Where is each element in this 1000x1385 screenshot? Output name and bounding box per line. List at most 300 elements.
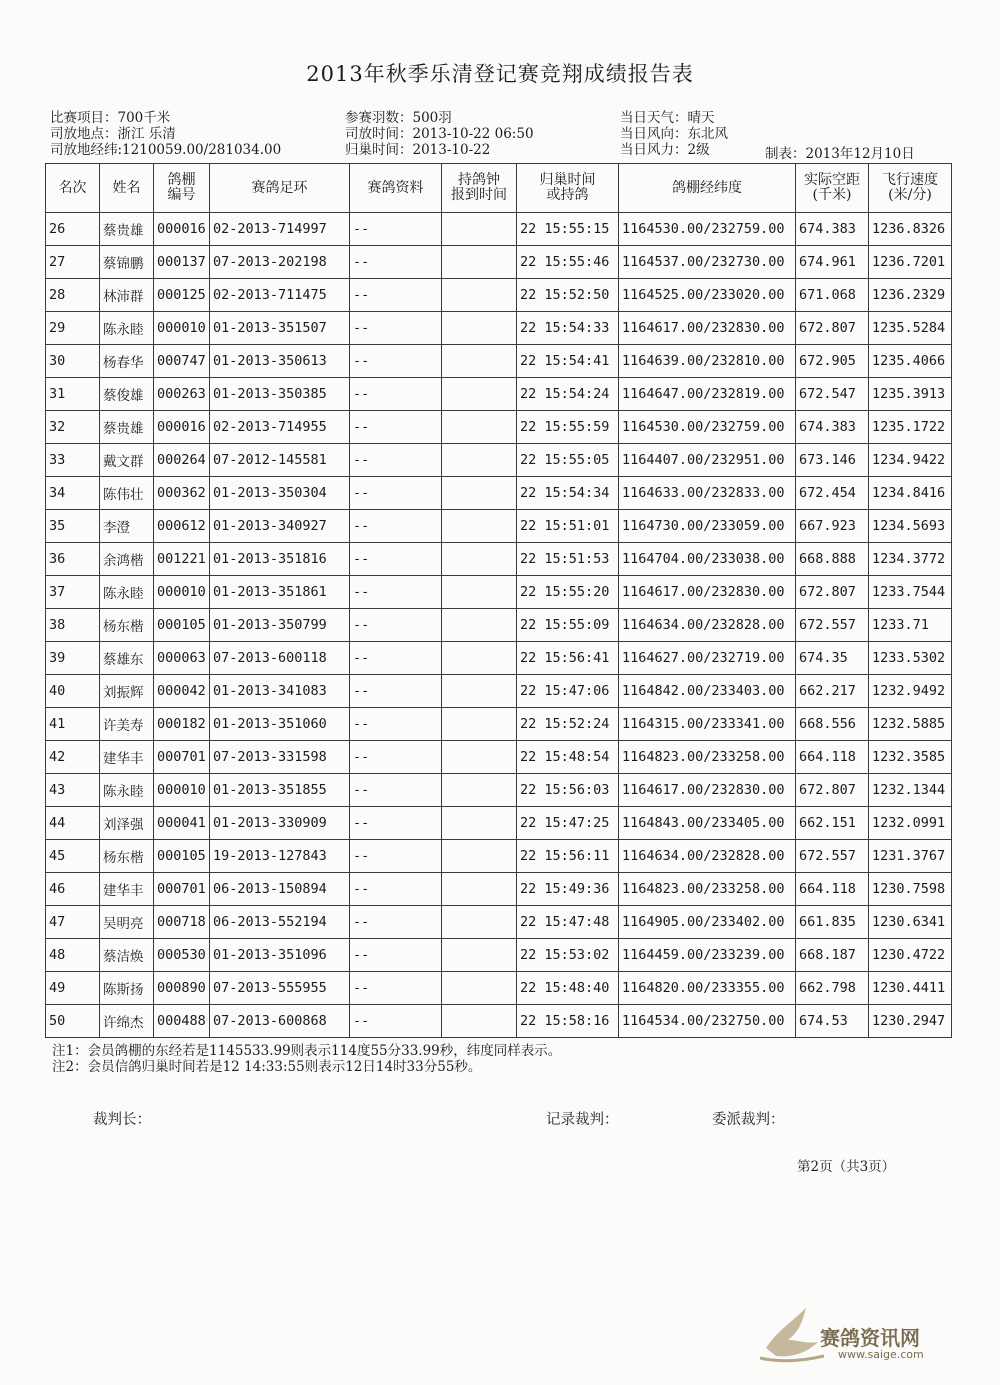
cell-speed: 1236.7201 (869, 246, 952, 279)
cell-dist: 672.557 (796, 609, 869, 642)
cell-coord: 1164704.00/233038.00 (619, 543, 796, 576)
cell-name: 建华丰 (100, 873, 154, 906)
cell-speed: 1234.8416 (869, 477, 952, 510)
cell-clock (442, 312, 517, 345)
cell-name: 杨春华 (100, 345, 154, 378)
cell-dist: 672.547 (796, 378, 869, 411)
cell-clock (442, 609, 517, 642)
cell-info: -- (350, 906, 442, 939)
cell-coord: 1164647.00/232819.00 (619, 378, 796, 411)
cell-dist: 672.557 (796, 840, 869, 873)
cell-ret: 22 15:52:50 (517, 279, 619, 312)
cell-dist: 672.454 (796, 477, 869, 510)
made-date: 制表：2013年12月10日 (765, 146, 915, 162)
cell-info: -- (350, 378, 442, 411)
cell-speed: 1230.4411 (869, 972, 952, 1005)
cell-ret: 22 15:54:33 (517, 312, 619, 345)
col-distance: 实际空距 (千米) (796, 164, 869, 213)
cell-name: 蔡贵雄 (100, 411, 154, 444)
chief-referee-label: 裁判长： (93, 1112, 151, 1128)
cell-clock (442, 345, 517, 378)
cell-ret: 22 15:48:40 (517, 972, 619, 1005)
cell-info: -- (350, 246, 442, 279)
cell-speed: 1232.9492 (869, 675, 952, 708)
cell-name: 李澄 (100, 510, 154, 543)
return-time: 归巢时间：2013-10-22 (345, 142, 491, 158)
cell-info: -- (350, 477, 442, 510)
col-clock: 持鸽钟 报到时间 (442, 164, 517, 213)
release-place: 司放地点：浙江 乐清 (50, 126, 176, 142)
cell-dist: 672.807 (796, 312, 869, 345)
table-row (46, 906, 952, 939)
cell-ret: 22 15:56:11 (517, 840, 619, 873)
cell-rank: 31 (46, 378, 100, 411)
cell-loft: 000701 (154, 741, 210, 774)
col-info: 赛鸽资料 (350, 164, 442, 213)
cell-clock (442, 807, 517, 840)
cell-speed: 1230.4722 (869, 939, 952, 972)
cell-speed: 1235.3913 (869, 378, 952, 411)
table-row (46, 609, 952, 642)
cell-clock (442, 411, 517, 444)
col-ring: 赛鸽足环 (210, 164, 350, 213)
col-rank: 名次 (46, 164, 100, 213)
table-row (46, 246, 952, 279)
pigeon-logo-icon (758, 1300, 828, 1370)
cell-loft: 000182 (154, 708, 210, 741)
cell-dist: 674.383 (796, 411, 869, 444)
cell-speed: 1232.3585 (869, 741, 952, 774)
cell-info: -- (350, 642, 442, 675)
table-row (46, 675, 952, 708)
cell-speed: 1232.1344 (869, 774, 952, 807)
cell-info: -- (350, 840, 442, 873)
cell-info: -- (350, 1005, 442, 1038)
cell-clock (442, 675, 517, 708)
cell-clock (442, 477, 517, 510)
cell-ret: 22 15:47:48 (517, 906, 619, 939)
cell-speed: 1232.5885 (869, 708, 952, 741)
table-row (46, 939, 952, 972)
cell-ring: 02-2013-711475 (210, 279, 350, 312)
cell-ring: 06-2013-552194 (210, 906, 350, 939)
cell-rank: 27 (46, 246, 100, 279)
cell-rank: 36 (46, 543, 100, 576)
cell-ret: 22 15:55:09 (517, 609, 619, 642)
cell-loft: 000063 (154, 642, 210, 675)
cell-clock (442, 444, 517, 477)
release-time: 司放时间：2013-10-22 06:50 (345, 126, 534, 142)
cell-loft: 000747 (154, 345, 210, 378)
delegate-label: 委派裁判： (712, 1112, 785, 1128)
cell-dist: 668.187 (796, 939, 869, 972)
cell-dist: 668.556 (796, 708, 869, 741)
cell-clock (442, 774, 517, 807)
cell-coord: 1164530.00/232759.00 (619, 213, 796, 246)
cell-rank: 26 (46, 213, 100, 246)
cell-rank: 50 (46, 1005, 100, 1038)
cell-coord: 1164634.00/232828.00 (619, 609, 796, 642)
col-speed: 飞行速度 (米/分) (869, 164, 952, 213)
table-row (46, 543, 952, 576)
note-2: 注2：会员信鸽归巢时间若是12 14:33:55则表示12日14时33分55秒。 (52, 1059, 482, 1075)
cell-speed: 1236.8326 (869, 213, 952, 246)
cell-clock (442, 972, 517, 1005)
cell-coord: 1164459.00/233239.00 (619, 939, 796, 972)
cell-info: -- (350, 345, 442, 378)
cell-speed: 1231.3767 (869, 840, 952, 873)
cell-clock (442, 576, 517, 609)
cell-ring: 02-2013-714955 (210, 411, 350, 444)
cell-ring: 07-2012-145581 (210, 444, 350, 477)
cell-dist: 667.923 (796, 510, 869, 543)
cell-rank: 44 (46, 807, 100, 840)
cell-coord: 1164530.00/232759.00 (619, 411, 796, 444)
cell-dist: 672.905 (796, 345, 869, 378)
cell-ring: 02-2013-714997 (210, 213, 350, 246)
cell-info: -- (350, 444, 442, 477)
cell-coord: 1164730.00/233059.00 (619, 510, 796, 543)
watermark-url: www.saige.com (838, 1348, 924, 1361)
cell-speed: 1236.2329 (869, 279, 952, 312)
cell-name: 刘振辉 (100, 675, 154, 708)
cell-ret: 22 15:53:02 (517, 939, 619, 972)
cell-ring: 07-2013-331598 (210, 741, 350, 774)
cell-info: -- (350, 279, 442, 312)
cell-info: -- (350, 807, 442, 840)
cell-ring: 01-2013-351060 (210, 708, 350, 741)
table-row (46, 345, 952, 378)
cell-dist: 672.807 (796, 774, 869, 807)
cell-name: 余鸿楷 (100, 543, 154, 576)
cell-loft: 000612 (154, 510, 210, 543)
weather: 当日天气：晴天 (620, 110, 715, 126)
meta-middle (345, 110, 534, 158)
cell-loft: 000010 (154, 576, 210, 609)
cell-clock (442, 840, 517, 873)
cell-loft: 000010 (154, 312, 210, 345)
header-row (46, 164, 952, 213)
entries-count: 参赛羽数：500羽 (345, 110, 452, 126)
cell-speed: 1234.5693 (869, 510, 952, 543)
cell-clock (442, 906, 517, 939)
cell-rank: 32 (46, 411, 100, 444)
cell-rank: 30 (46, 345, 100, 378)
cell-ring: 01-2013-350613 (210, 345, 350, 378)
cell-ring: 01-2013-350799 (210, 609, 350, 642)
cell-ring: 01-2013-351507 (210, 312, 350, 345)
cell-ret: 22 15:55:15 (517, 213, 619, 246)
cell-name: 杨东楷 (100, 609, 154, 642)
cell-name: 蔡锦鹏 (100, 246, 154, 279)
cell-ring: 01-2013-351861 (210, 576, 350, 609)
cell-dist: 668.888 (796, 543, 869, 576)
cell-ring: 01-2013-350304 (210, 477, 350, 510)
wind-power: 当日风力：2级 (620, 142, 710, 158)
cell-name: 杨东楷 (100, 840, 154, 873)
cell-speed: 1230.6341 (869, 906, 952, 939)
cell-coord: 1164534.00/232750.00 (619, 1005, 796, 1038)
cell-info: -- (350, 972, 442, 1005)
cell-speed: 1234.9422 (869, 444, 952, 477)
cell-coord: 1164617.00/232830.00 (619, 576, 796, 609)
cell-loft: 001221 (154, 543, 210, 576)
cell-speed: 1235.4066 (869, 345, 952, 378)
cell-ret: 22 15:56:03 (517, 774, 619, 807)
cell-ring: 01-2013-340927 (210, 510, 350, 543)
cell-rank: 41 (46, 708, 100, 741)
watermark-name: 赛鸽资讯网 (820, 1326, 920, 1350)
cell-rank: 28 (46, 279, 100, 312)
table-row (46, 642, 952, 675)
table-row (46, 576, 952, 609)
cell-rank: 40 (46, 675, 100, 708)
cell-ret: 22 15:55:20 (517, 576, 619, 609)
cell-name: 吴明亮 (100, 906, 154, 939)
cell-rank: 35 (46, 510, 100, 543)
cell-loft: 000488 (154, 1005, 210, 1038)
cell-rank: 29 (46, 312, 100, 345)
cell-info: -- (350, 510, 442, 543)
meta-left (50, 110, 281, 158)
cell-dist: 674.383 (796, 213, 869, 246)
table-row (46, 444, 952, 477)
cell-loft: 000041 (154, 807, 210, 840)
cell-ring: 07-2013-555955 (210, 972, 350, 1005)
cell-ret: 22 15:58:16 (517, 1005, 619, 1038)
cell-info: -- (350, 939, 442, 972)
cell-loft: 000264 (154, 444, 210, 477)
cell-speed: 1230.7598 (869, 873, 952, 906)
table-row (46, 279, 952, 312)
report-title: 2013年秋季乐清登记赛竞翔成绩报告表 (306, 62, 694, 86)
cell-name: 陈伟壮 (100, 477, 154, 510)
cell-ring: 01-2013-351096 (210, 939, 350, 972)
cell-speed: 1234.3772 (869, 543, 952, 576)
cell-loft: 000137 (154, 246, 210, 279)
cell-dist: 664.118 (796, 873, 869, 906)
cell-loft: 000530 (154, 939, 210, 972)
cell-coord: 1164627.00/232719.00 (619, 642, 796, 675)
cell-ret: 22 15:55:59 (517, 411, 619, 444)
cell-info: -- (350, 873, 442, 906)
cell-coord: 1164905.00/233402.00 (619, 906, 796, 939)
cell-ring: 01-2013-351816 (210, 543, 350, 576)
cell-name: 许绵杰 (100, 1005, 154, 1038)
cell-name: 陈永睦 (100, 312, 154, 345)
cell-loft: 000701 (154, 873, 210, 906)
cell-rank: 48 (46, 939, 100, 972)
cell-speed: 1235.5284 (869, 312, 952, 345)
cell-rank: 34 (46, 477, 100, 510)
cell-coord: 1164843.00/233405.00 (619, 807, 796, 840)
cell-rank: 47 (46, 906, 100, 939)
cell-ring: 07-2013-600868 (210, 1005, 350, 1038)
cell-rank: 46 (46, 873, 100, 906)
table-row (46, 213, 952, 246)
col-loft: 鸽棚 编号 (154, 164, 210, 213)
cell-loft: 000016 (154, 213, 210, 246)
cell-info: -- (350, 411, 442, 444)
cell-loft: 000105 (154, 609, 210, 642)
cell-clock (442, 213, 517, 246)
table-row (46, 477, 952, 510)
cell-name: 许美寿 (100, 708, 154, 741)
cell-rank: 42 (46, 741, 100, 774)
cell-ret: 22 15:51:53 (517, 543, 619, 576)
cell-loft: 000016 (154, 411, 210, 444)
cell-clock (442, 378, 517, 411)
notes (52, 1043, 561, 1075)
cell-dist: 672.807 (796, 576, 869, 609)
watermark-logo (758, 1300, 958, 1370)
cell-info: -- (350, 543, 442, 576)
cell-coord: 1164407.00/232951.00 (619, 444, 796, 477)
cell-info: -- (350, 312, 442, 345)
cell-loft: 000890 (154, 972, 210, 1005)
cell-clock (442, 642, 517, 675)
cell-ret: 22 15:56:41 (517, 642, 619, 675)
cell-info: -- (350, 213, 442, 246)
cell-info: -- (350, 741, 442, 774)
table-row (46, 708, 952, 741)
cell-dist: 674.53 (796, 1005, 869, 1038)
cell-name: 蔡雄东 (100, 642, 154, 675)
cell-coord: 1164842.00/233403.00 (619, 675, 796, 708)
meta-right (620, 110, 728, 158)
cell-ring: 01-2013-350385 (210, 378, 350, 411)
cell-ret: 22 15:47:25 (517, 807, 619, 840)
cell-loft: 000125 (154, 279, 210, 312)
cell-coord: 1164617.00/232830.00 (619, 312, 796, 345)
cell-dist: 671.068 (796, 279, 869, 312)
cell-coord: 1164617.00/232830.00 (619, 774, 796, 807)
cell-name: 蔡洁焕 (100, 939, 154, 972)
cell-clock (442, 543, 517, 576)
cell-ret: 22 15:52:24 (517, 708, 619, 741)
cell-name: 建华丰 (100, 741, 154, 774)
cell-dist: 674.35 (796, 642, 869, 675)
table-row (46, 873, 952, 906)
cell-coord: 1164537.00/232730.00 (619, 246, 796, 279)
cell-rank: 33 (46, 444, 100, 477)
cell-ring: 19-2013-127843 (210, 840, 350, 873)
cell-dist: 661.835 (796, 906, 869, 939)
cell-dist: 673.146 (796, 444, 869, 477)
cell-speed: 1232.0991 (869, 807, 952, 840)
cell-ring: 07-2013-600118 (210, 642, 350, 675)
cell-coord: 1164639.00/232810.00 (619, 345, 796, 378)
cell-speed: 1233.5302 (869, 642, 952, 675)
wind-direction: 当日风向：东北风 (620, 126, 728, 142)
results-table (45, 163, 952, 1038)
cell-rank: 45 (46, 840, 100, 873)
cell-name: 陈永睦 (100, 576, 154, 609)
cell-coord: 1164315.00/233341.00 (619, 708, 796, 741)
cell-coord: 1164823.00/233258.00 (619, 741, 796, 774)
cell-dist: 662.151 (796, 807, 869, 840)
cell-name: 刘泽强 (100, 807, 154, 840)
cell-speed: 1233.7544 (869, 576, 952, 609)
cell-clock (442, 708, 517, 741)
cell-clock (442, 510, 517, 543)
cell-info: -- (350, 675, 442, 708)
cell-info: -- (350, 708, 442, 741)
cell-coord: 1164525.00/233020.00 (619, 279, 796, 312)
cell-clock (442, 246, 517, 279)
cell-dist: 662.798 (796, 972, 869, 1005)
cell-coord: 1164823.00/233258.00 (619, 873, 796, 906)
table-row (46, 510, 952, 543)
cell-name: 戴文群 (100, 444, 154, 477)
cell-clock (442, 741, 517, 774)
cell-name: 蔡俊雄 (100, 378, 154, 411)
cell-ret: 22 15:54:34 (517, 477, 619, 510)
col-coord: 鸽棚经纬度 (619, 164, 796, 213)
table-row (46, 972, 952, 1005)
cell-clock (442, 1005, 517, 1038)
cell-loft: 000362 (154, 477, 210, 510)
cell-rank: 43 (46, 774, 100, 807)
cell-rank: 49 (46, 972, 100, 1005)
cell-name: 林沛群 (100, 279, 154, 312)
recorder-label: 记录裁判： (546, 1112, 619, 1128)
cell-speed: 1233.71 (869, 609, 952, 642)
cell-loft: 000010 (154, 774, 210, 807)
cell-clock (442, 279, 517, 312)
cell-clock (442, 873, 517, 906)
cell-speed: 1235.1722 (869, 411, 952, 444)
cell-rank: 39 (46, 642, 100, 675)
cell-ret: 22 15:48:54 (517, 741, 619, 774)
cell-ret: 22 15:51:01 (517, 510, 619, 543)
cell-coord: 1164633.00/232833.00 (619, 477, 796, 510)
cell-ret: 22 15:49:36 (517, 873, 619, 906)
cell-ring: 06-2013-150894 (210, 873, 350, 906)
cell-loft: 000263 (154, 378, 210, 411)
cell-ring: 01-2013-341083 (210, 675, 350, 708)
col-name: 姓名 (100, 164, 154, 213)
cell-name: 陈永睦 (100, 774, 154, 807)
table-row (46, 741, 952, 774)
release-coords: 司放地经纬:1210059.00/281034.00 (50, 142, 282, 158)
cell-coord: 1164820.00/233355.00 (619, 972, 796, 1005)
table-row (46, 840, 952, 873)
cell-info: -- (350, 774, 442, 807)
table-row (46, 774, 952, 807)
cell-coord: 1164634.00/232828.00 (619, 840, 796, 873)
cell-ret: 22 15:54:41 (517, 345, 619, 378)
table-row (46, 312, 952, 345)
cell-loft: 000042 (154, 675, 210, 708)
page-number: 第2页（共3页） (797, 1159, 896, 1175)
cell-ring: 01-2013-351855 (210, 774, 350, 807)
col-return: 归巢时间 或持鸽 (517, 164, 619, 213)
cell-name: 陈斯扬 (100, 972, 154, 1005)
cell-rank: 38 (46, 609, 100, 642)
cell-info: -- (350, 576, 442, 609)
table-row (46, 807, 952, 840)
cell-ret: 22 15:47:06 (517, 675, 619, 708)
table-row (46, 378, 952, 411)
cell-dist: 674.961 (796, 246, 869, 279)
table-row (46, 1005, 952, 1038)
cell-ret: 22 15:54:24 (517, 378, 619, 411)
cell-loft: 000105 (154, 840, 210, 873)
table-row (46, 411, 952, 444)
cell-dist: 664.118 (796, 741, 869, 774)
cell-name: 蔡贵雄 (100, 213, 154, 246)
